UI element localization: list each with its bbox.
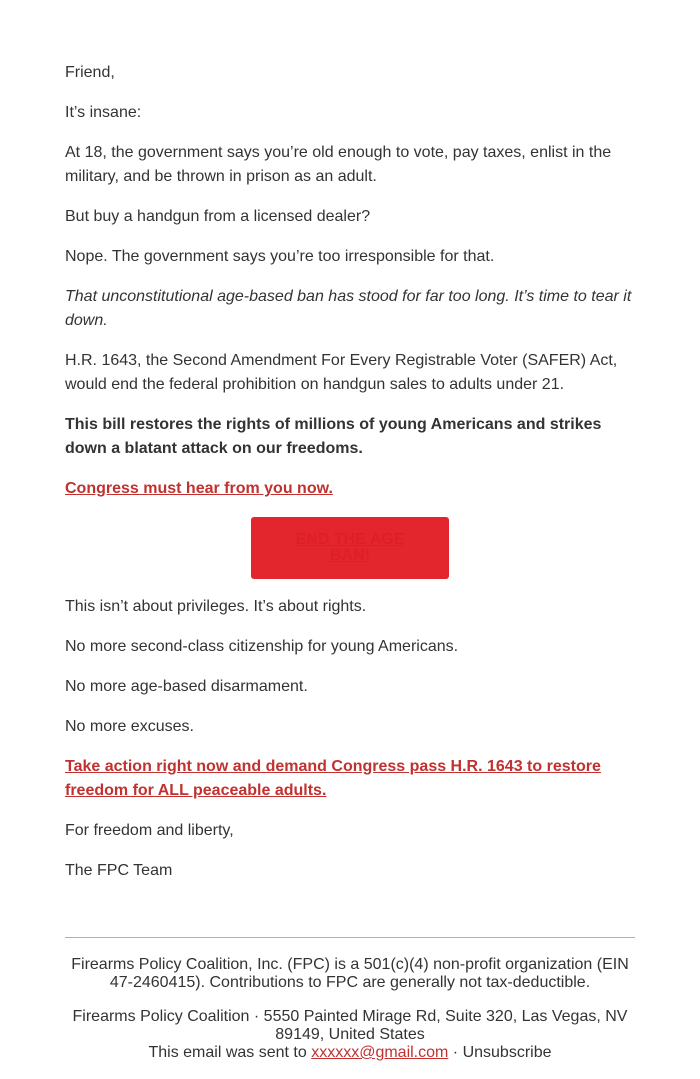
paragraph-insane: It’s insane: [65,104,142,121]
paragraph-unconstitutional-ban: That unconstitutional age-based ban has stood for far too long. It’s time to tear it down. [65,288,632,329]
signature: The FPC Team [65,862,173,879]
greeting: Friend, [65,64,115,81]
footer-address: Firearms Policy Coalition · 5550 Painted Mirage Rd, Suite 320, Las Vegas, NV 89149, United States [72,1008,628,1043]
paragraph-rights: This isn’t about privileges. It’s about rights. [65,598,367,615]
link-paragraph-2 [65,755,637,803]
paragraph-hr-1643: H.R. 1643, the Second Amendment For Every Registrable Voter (SAFER) Act, would end the federal prohibition on handgun sales to adults under 21. [65,352,618,393]
paragraph-excuses: No more excuses. [65,718,194,735]
button-wrapper [65,517,637,579]
recipient-email-link[interactable]: xxxxxx@gmail.com [311,1044,449,1061]
congress-must-hear-link[interactable]: Congress must hear from you now. [65,480,333,497]
paragraph-nope: Nope. The government says you’re too irresponsible for that. [65,248,495,265]
footer-spacer [65,992,635,1008]
paragraph-second-class: No more second-class citizenship for young Americans. [65,638,459,655]
paragraph-bill-restores: This bill restores the rights of millions of young Americans and strikes down a blatant attack on our freedoms. [65,416,602,457]
link-paragraph-1 [65,477,637,501]
end-the-age-ban-button[interactable]: END THE AGE BAN! [251,517,449,579]
sent-to-prefix: This email was sent to [148,1044,312,1061]
paragraph-disarmament: No more age-based disarmament. [65,678,308,695]
paragraph-age-18: At 18, the government says you’re old enough to vote, pay taxes, enlist in the military, and be thrown in prison as an adult. [65,144,612,185]
footer-separator: · [448,1044,463,1061]
email-body [65,61,637,899]
signoff: For freedom and liberty, [65,822,234,839]
email-footer [65,937,635,1062]
footer-sent-to [65,1044,635,1062]
paragraph-handgun-question: But buy a handgun from a licensed dealer? [65,208,371,225]
take-action-link[interactable]: Take action right now and demand Congress pass H.R. 1643 to restore freedom for ALL peaceable adults. [65,758,601,799]
unsubscribe-link[interactable]: Unsubscribe [462,1044,552,1061]
footer-disclaimer: Firearms Policy Coalition, Inc. (FPC) is a 501(c)(4) non-profit organization (EIN 47-2460415). Contributions to FPC are generally not tax-deductible. [71,956,629,991]
